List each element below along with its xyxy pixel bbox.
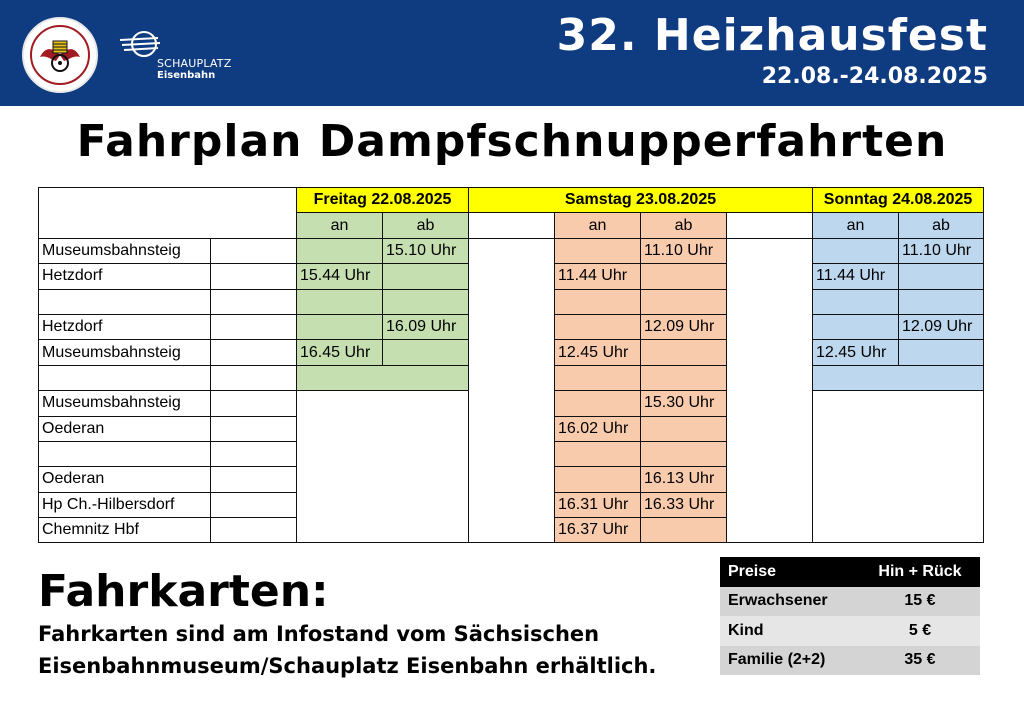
stop-spacer xyxy=(211,289,297,314)
fri-break-cell xyxy=(297,365,469,390)
sat-spacer-left xyxy=(469,314,555,339)
sat-an-cell xyxy=(555,391,641,416)
timetable-row xyxy=(39,365,984,390)
sat-spacer-right xyxy=(727,289,813,314)
sat-spacer-right xyxy=(727,213,813,238)
sat-an-cell: 16.37 Uhr xyxy=(555,518,641,543)
sat-spacer-left xyxy=(469,238,555,263)
sun-ab-cell: 12.09 Uhr xyxy=(899,314,984,339)
sat-ab-cell: 11.10 Uhr xyxy=(641,238,727,263)
price-label: Kind xyxy=(720,616,860,646)
stop-name: Museumsbahnsteig xyxy=(39,238,211,263)
sat-an-cell xyxy=(555,289,641,314)
sun-ab-cell xyxy=(899,264,984,289)
day-header-row xyxy=(39,188,984,213)
fri-ab-cell xyxy=(383,289,469,314)
fri-an-cell: 16.45 Uhr xyxy=(297,340,383,365)
price-header-row xyxy=(720,557,980,587)
timetable-row xyxy=(39,518,984,543)
timetable xyxy=(38,187,984,543)
sat-ab-cell xyxy=(641,365,727,390)
sat-spacer-left xyxy=(469,441,555,466)
sun-an-cell xyxy=(813,289,899,314)
sat-spacer-right xyxy=(727,441,813,466)
sat-spacer-right xyxy=(727,391,813,416)
timetable-row xyxy=(39,391,984,416)
sun-an-cell xyxy=(813,238,899,263)
fri-ab-cell xyxy=(383,264,469,289)
stop-name: Hetzdorf xyxy=(39,314,211,339)
stop-spacer xyxy=(211,238,297,263)
timetable-row xyxy=(39,314,984,339)
sat-spacer-left xyxy=(469,467,555,492)
sat-spacer-right xyxy=(727,467,813,492)
sun-empty-cell xyxy=(813,416,984,441)
stop-name: Museumsbahnsteig xyxy=(39,391,211,416)
sat-ab-cell xyxy=(641,264,727,289)
stop-spacer xyxy=(211,467,297,492)
sat-spacer-right xyxy=(727,416,813,441)
price-value: 35 € xyxy=(860,646,980,676)
fri-an-cell xyxy=(297,289,383,314)
sat-an-cell: 16.31 Uhr xyxy=(555,492,641,517)
stop-spacer xyxy=(211,492,297,517)
corner-cell xyxy=(39,188,297,239)
sat-an-cell: 11.44 Uhr xyxy=(555,264,641,289)
brand-line-2: Eisenbahn xyxy=(157,70,216,81)
day-header-friday: Freitag 22.08.2025 xyxy=(297,188,469,213)
stop-name xyxy=(39,289,211,314)
price-value: 5 € xyxy=(860,616,980,646)
fri-empty-cell xyxy=(297,416,469,441)
sat-ab-cell: 16.13 Uhr xyxy=(641,467,727,492)
stop-name xyxy=(39,441,211,466)
sat-an-cell: 16.02 Uhr xyxy=(555,416,641,441)
sat-spacer-right xyxy=(727,518,813,543)
fri-ab-header: ab xyxy=(383,213,469,238)
price-label: Erwachsener xyxy=(720,587,860,617)
sat-an-cell: 12.45 Uhr xyxy=(555,340,641,365)
sat-an-cell xyxy=(555,441,641,466)
sun-an-cell: 12.45 Uhr xyxy=(813,340,899,365)
stop-name: Museumsbahnsteig xyxy=(39,340,211,365)
sun-empty-cell xyxy=(813,492,984,517)
sat-spacer-right xyxy=(727,264,813,289)
sat-spacer-left xyxy=(469,340,555,365)
sun-ab-cell xyxy=(899,340,984,365)
sat-spacer-right xyxy=(727,365,813,390)
event-dates: 22.08.-24.08.2025 xyxy=(761,64,988,89)
timetable-row xyxy=(39,416,984,441)
header-band xyxy=(0,0,1024,106)
sat-ab-cell: 15.30 Uhr xyxy=(641,391,727,416)
sat-spacer-right xyxy=(727,492,813,517)
tickets-info xyxy=(38,618,656,682)
fri-empty-cell xyxy=(297,391,469,416)
price-row xyxy=(720,587,980,617)
sat-spacer-left xyxy=(469,518,555,543)
sat-ab-header: ab xyxy=(641,213,727,238)
price-value: 15 € xyxy=(860,587,980,617)
sat-spacer-left xyxy=(469,365,555,390)
schauplatz-eisenbahn-logo xyxy=(118,30,248,82)
fri-an-cell xyxy=(297,238,383,263)
price-header-value: Hin + Rück xyxy=(860,557,980,587)
fri-an-cell xyxy=(297,314,383,339)
fri-an-header: an xyxy=(297,213,383,238)
sat-ab-cell: 16.33 Uhr xyxy=(641,492,727,517)
sat-ab-cell xyxy=(641,518,727,543)
tickets-line-2: Eisenbahnmuseum/Schauplatz Eisenbahn erhältlich. xyxy=(38,654,657,678)
sat-ab-cell xyxy=(641,340,727,365)
page-title: Fahrplan Dampfschnupperfahrten xyxy=(76,116,948,167)
timetable-row xyxy=(39,264,984,289)
timetable-row xyxy=(39,238,984,263)
stop-spacer xyxy=(211,416,297,441)
sat-spacer-left xyxy=(469,289,555,314)
sat-an-cell xyxy=(555,238,641,263)
sun-an-header: an xyxy=(813,213,899,238)
stop-spacer xyxy=(211,441,297,466)
day-header-saturday: Samstag 23.08.2025 xyxy=(469,188,813,213)
sat-spacer-right xyxy=(727,238,813,263)
sun-ab-header: ab xyxy=(899,213,984,238)
stop-spacer xyxy=(211,340,297,365)
stop-spacer xyxy=(211,391,297,416)
sat-spacer-right xyxy=(727,314,813,339)
sat-ab-cell: 12.09 Uhr xyxy=(641,314,727,339)
stop-spacer xyxy=(211,264,297,289)
stop-name: Oederan xyxy=(39,416,211,441)
timetable-row xyxy=(39,340,984,365)
sat-an-header: an xyxy=(555,213,641,238)
sat-spacer-left xyxy=(469,492,555,517)
fri-ab-cell: 15.10 Uhr xyxy=(383,238,469,263)
sat-ab-cell xyxy=(641,416,727,441)
stop-spacer xyxy=(211,518,297,543)
stop-name: Chemnitz Hbf xyxy=(39,518,211,543)
sat-spacer-left xyxy=(469,264,555,289)
sun-ab-cell: 11.10 Uhr xyxy=(899,238,984,263)
sun-ab-cell xyxy=(899,289,984,314)
brand-line-1: SCHAUPLATZ xyxy=(157,57,232,70)
tickets-line-1: Fahrkarten sind am Infostand vom Sächsischen xyxy=(38,622,600,646)
timetable-row xyxy=(39,289,984,314)
museum-seal-logo xyxy=(22,17,98,93)
timetable-row xyxy=(39,467,984,492)
sun-an-cell: 11.44 Uhr xyxy=(813,264,899,289)
sat-ab-cell xyxy=(641,441,727,466)
fri-empty-cell xyxy=(297,467,469,492)
day-header-sunday: Sonntag 24.08.2025 xyxy=(813,188,984,213)
tickets-title: Fahrkarten: xyxy=(38,566,329,617)
fri-an-cell: 15.44 Uhr xyxy=(297,264,383,289)
sat-spacer-left xyxy=(469,391,555,416)
fri-empty-cell xyxy=(297,492,469,517)
sun-empty-cell xyxy=(813,391,984,416)
stop-name: Hp Ch.-Hilbersdorf xyxy=(39,492,211,517)
timetable-row xyxy=(39,441,984,466)
sat-spacer-left xyxy=(469,416,555,441)
timetable-body xyxy=(39,238,984,543)
sat-an-cell xyxy=(555,365,641,390)
event-title: 32. Heizhausfest xyxy=(556,10,988,61)
stop-name: Oederan xyxy=(39,467,211,492)
price-row xyxy=(720,616,980,646)
price-header-label: Preise xyxy=(720,557,860,587)
timetable-row xyxy=(39,492,984,517)
sat-spacer-right xyxy=(727,340,813,365)
price-label: Familie (2+2) xyxy=(720,646,860,676)
fri-ab-cell: 16.09 Uhr xyxy=(383,314,469,339)
globe-rails-icon xyxy=(118,30,162,64)
fri-empty-cell xyxy=(297,518,469,543)
sat-an-cell xyxy=(555,467,641,492)
winged-wheel-icon xyxy=(38,35,82,79)
sun-an-cell xyxy=(813,314,899,339)
stop-name: Hetzdorf xyxy=(39,264,211,289)
fri-ab-cell xyxy=(383,340,469,365)
stop-spacer xyxy=(211,365,297,390)
sun-empty-cell xyxy=(813,518,984,543)
sat-ab-cell xyxy=(641,289,727,314)
fri-empty-cell xyxy=(297,441,469,466)
price-row xyxy=(720,646,980,676)
stop-spacer xyxy=(211,314,297,339)
sun-empty-cell xyxy=(813,467,984,492)
price-table xyxy=(720,557,980,675)
sun-break-cell xyxy=(813,365,984,390)
sat-spacer-left xyxy=(469,213,555,238)
sun-empty-cell xyxy=(813,441,984,466)
sat-an-cell xyxy=(555,314,641,339)
stop-name xyxy=(39,365,211,390)
